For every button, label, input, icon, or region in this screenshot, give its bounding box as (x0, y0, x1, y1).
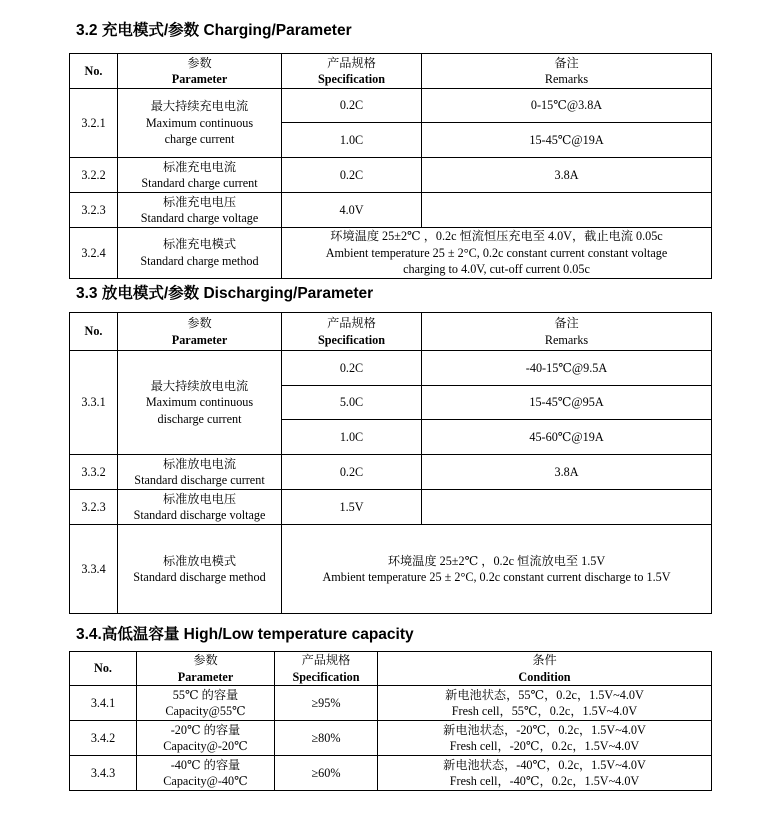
parameter-cell: 标准充电电压 Standard charge voltage (118, 193, 282, 228)
parameter-cell: 最大持续放电电流 Maximum continuous discharge current (118, 351, 282, 455)
parameter-cell: 55℃ 的容量 Capacity@55℃ (137, 686, 275, 721)
condition-cell: 新电池状态，-20℃，0.2c，1.5V~4.0V Fresh cell，-20℃，0.2c，1.5V~4.0V (378, 721, 712, 756)
section-3-4-heading: 3.4.高低温容量 High/Low temperature capacity (76, 626, 414, 643)
remarks-cell: 3.8A (422, 158, 712, 193)
temperature-capacity-table (69, 651, 712, 791)
table-row (70, 455, 712, 490)
remarks-cell: 15-45℃@95A (422, 386, 712, 420)
remarks-cell (422, 193, 712, 228)
charging-parameter-table (69, 53, 712, 279)
parameter-cell: -40℃ 的容量 Capacity@-40℃ (137, 756, 275, 791)
header-no: No. (70, 313, 118, 351)
table-header-row (70, 313, 712, 351)
header-remarks: 备注 Remarks (422, 313, 712, 351)
spec-cell: 0.2C (282, 158, 422, 193)
row-number: 3.2.3 (70, 193, 118, 228)
row-number: 3.4.2 (70, 721, 137, 756)
table-row (70, 721, 712, 756)
spec-cell: ≥80% (275, 721, 378, 756)
spec-cell: 4.0V (282, 193, 422, 228)
table-row (70, 686, 712, 721)
method-cell: 环境温度 25±2℃ ，0.2c 恒流恒压充电至 4.0V，截止电流 0.05c Ambient temperature 25 ± 2°C, 0.2c constant current constant voltage charging to 4.0V, cut-off current 0.05c (282, 228, 712, 279)
row-number: 3.2.3 (70, 490, 118, 525)
method-cell: 环境温度 25±2℃ ，0.2c 恒流放电至 1.5V Ambient temperature 25 ± 2°C, 0.2c constant current discharge to 1.5V (282, 525, 712, 614)
row-number: 3.2.2 (70, 158, 118, 193)
parameter-cell: -20℃ 的容量 Capacity@-20℃ (137, 721, 275, 756)
parameter-cell: 标准充电电流 Standard charge current (118, 158, 282, 193)
parameter-cell: 最大持续充电电流 Maximum continuous charge current (118, 89, 282, 158)
header-remarks: 备注 Remarks (422, 54, 712, 89)
spec-cell: 0.2C (282, 89, 422, 123)
header-specification: 产品规格 Specification (275, 652, 378, 686)
row-number: 3.3.1 (70, 351, 118, 455)
table-row (70, 525, 712, 614)
row-number: 3.3.2 (70, 455, 118, 490)
remarks-cell: 3.8A (422, 455, 712, 490)
remarks-cell: 15-45℃@19A (422, 123, 712, 158)
header-parameter: 参数 Parameter (118, 54, 282, 89)
condition-cell: 新电池状态，-40℃，0.2c，1.5V~4.0V Fresh cell，-40℃，0.2c，1.5V~4.0V (378, 756, 712, 791)
table-row (70, 351, 712, 386)
spec-cell: 0.2C (282, 455, 422, 490)
spec-cell: 5.0C (282, 386, 422, 420)
parameter-cell: 标准放电模式 Standard discharge method (118, 525, 282, 614)
parameter-cell: 标准放电电流 Standard discharge current (118, 455, 282, 490)
table-header-row (70, 652, 712, 686)
discharging-parameter-table (69, 312, 712, 614)
table-row (70, 158, 712, 193)
section-3-3-heading: 3.3 放电模式/参数 Discharging/Parameter (76, 285, 374, 302)
row-number: 3.2.1 (70, 89, 118, 158)
remarks-cell (422, 490, 712, 525)
table-header-row (70, 54, 712, 89)
spec-cell: 0.2C (282, 351, 422, 386)
row-number: 3.4.1 (70, 686, 137, 721)
header-no: No. (70, 54, 118, 89)
header-condition: 条件 Condition (378, 652, 712, 686)
header-parameter: 参数 Parameter (137, 652, 275, 686)
header-parameter: 参数 Parameter (118, 313, 282, 351)
row-number: 3.3.4 (70, 525, 118, 614)
spec-cell: 1.5V (282, 490, 422, 525)
remarks-cell: -40-15℃@9.5A (422, 351, 712, 386)
table-row (70, 89, 712, 123)
table-row (70, 193, 712, 228)
spec-cell: 1.0C (282, 420, 422, 455)
section-3-2-heading: 3.2 充电模式/参数 Charging/Parameter (76, 22, 352, 39)
table-row (70, 228, 712, 279)
header-specification: 产品规格 Specification (282, 54, 422, 89)
header-no: No. (70, 652, 137, 686)
spec-cell: 1.0C (282, 123, 422, 158)
table-row (70, 490, 712, 525)
parameter-cell: 标准放电电压 Standard discharge voltage (118, 490, 282, 525)
remarks-cell: 0-15℃@3.8A (422, 89, 712, 123)
row-number: 3.4.3 (70, 756, 137, 791)
table-row (70, 756, 712, 791)
spec-cell: ≥95% (275, 686, 378, 721)
spec-cell: ≥60% (275, 756, 378, 791)
parameter-cell: 标准充电模式 Standard charge method (118, 228, 282, 279)
row-number: 3.2.4 (70, 228, 118, 279)
header-specification: 产品规格 Specification (282, 313, 422, 351)
condition-cell: 新电池状态，55℃，0.2c，1.5V~4.0V Fresh cell，55℃，0.2c，1.5V~4.0V (378, 686, 712, 721)
remarks-cell: 45-60℃@19A (422, 420, 712, 455)
